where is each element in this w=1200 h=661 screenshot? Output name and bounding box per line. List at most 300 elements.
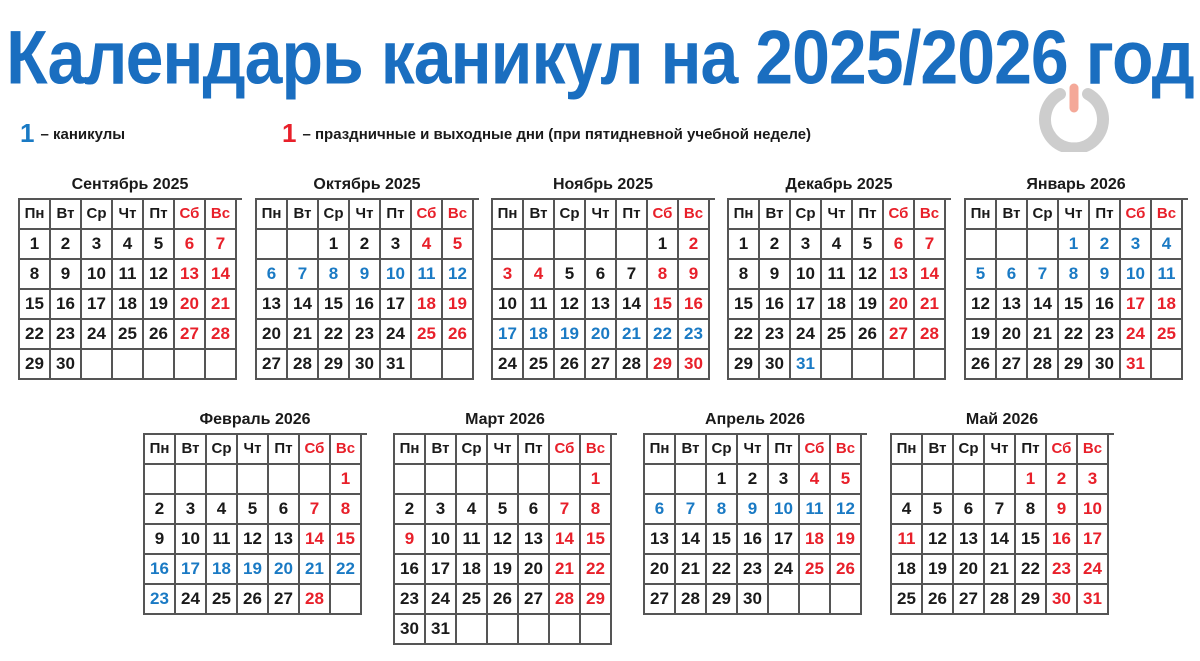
day-cell: 30 (1047, 585, 1078, 615)
power-icon[interactable] (1038, 80, 1110, 152)
day-cell: 30 (760, 350, 791, 380)
empty-cell (113, 350, 144, 380)
day-cell: 4 (892, 495, 923, 525)
empty-cell (1028, 230, 1059, 260)
day-cell: 21 (288, 320, 319, 350)
day-cell: 6 (175, 230, 206, 260)
weekday-header: Пн (729, 200, 760, 230)
day-cell: 8 (20, 260, 51, 290)
legend-holiday (282, 118, 811, 149)
day-cell: 30 (1090, 350, 1121, 380)
day-cell: 19 (555, 320, 586, 350)
day-cell: 15 (707, 525, 738, 555)
weekday-header: Ср (82, 200, 113, 230)
empty-cell (207, 465, 238, 495)
empty-cell (915, 350, 946, 380)
day-cell: 22 (1016, 555, 1047, 585)
weekday-header: Вс (679, 200, 710, 230)
day-cell: 28 (617, 350, 648, 380)
day-cell: 11 (524, 290, 555, 320)
weekday-header: Чт (822, 200, 853, 230)
empty-cell (493, 230, 524, 260)
weekday-header: Ср (954, 435, 985, 465)
day-cell: 12 (443, 260, 474, 290)
day-cell: 13 (954, 525, 985, 555)
day-cell: 26 (443, 320, 474, 350)
empty-cell (581, 615, 612, 645)
empty-cell (206, 350, 237, 380)
weekday-header: Вт (176, 435, 207, 465)
month-grid (890, 433, 1114, 615)
weekday-header: Чт (985, 435, 1016, 465)
day-cell: 25 (113, 320, 144, 350)
day-cell: 28 (206, 320, 237, 350)
weekday-header: Пн (645, 435, 676, 465)
empty-cell (331, 585, 362, 615)
day-cell: 30 (395, 615, 426, 645)
day-cell: 4 (412, 230, 443, 260)
day-cell: 10 (1121, 260, 1152, 290)
day-cell: 5 (555, 260, 586, 290)
day-cell: 14 (206, 260, 237, 290)
day-cell: 25 (892, 585, 923, 615)
day-cell: 17 (176, 555, 207, 585)
weekday-header: Пт (769, 435, 800, 465)
day-cell: 29 (20, 350, 51, 380)
day-cell: 30 (738, 585, 769, 615)
day-cell: 12 (488, 525, 519, 555)
weekday-header: Чт (586, 200, 617, 230)
weekday-header: Вт (426, 435, 457, 465)
day-cell: 20 (586, 320, 617, 350)
day-cell: 19 (966, 320, 997, 350)
weekday-header: Пн (145, 435, 176, 465)
day-cell: 17 (1121, 290, 1152, 320)
empty-cell (457, 615, 488, 645)
day-cell: 4 (822, 230, 853, 260)
day-cell: 16 (760, 290, 791, 320)
day-cell: 20 (997, 320, 1028, 350)
day-cell: 26 (853, 320, 884, 350)
day-cell: 16 (395, 555, 426, 585)
weekday-header: Вс (831, 435, 862, 465)
day-cell: 23 (1047, 555, 1078, 585)
day-cell: 8 (331, 495, 362, 525)
day-cell: 16 (350, 290, 381, 320)
day-cell: 18 (1152, 290, 1183, 320)
day-cell: 7 (288, 260, 319, 290)
day-cell: 2 (679, 230, 710, 260)
empty-cell (412, 350, 443, 380)
month-calendar (491, 174, 715, 380)
day-cell: 19 (488, 555, 519, 585)
empty-cell (676, 465, 707, 495)
day-cell: 22 (581, 555, 612, 585)
month-title: Апрель 2026 (705, 411, 805, 428)
legend-vacation (20, 118, 125, 149)
day-cell: 11 (1152, 260, 1183, 290)
day-cell: 2 (51, 230, 82, 260)
day-cell: 9 (51, 260, 82, 290)
empty-cell (884, 350, 915, 380)
day-cell: 3 (176, 495, 207, 525)
day-cell: 7 (915, 230, 946, 260)
day-cell: 9 (738, 495, 769, 525)
day-cell: 26 (144, 320, 175, 350)
day-cell: 11 (412, 260, 443, 290)
month-title: Февраль 2026 (199, 411, 311, 428)
weekday-header: Вт (524, 200, 555, 230)
empty-cell (954, 465, 985, 495)
day-cell: 3 (769, 465, 800, 495)
day-cell: 23 (350, 320, 381, 350)
day-cell: 17 (82, 290, 113, 320)
day-cell: 14 (676, 525, 707, 555)
weekday-header: Ср (707, 435, 738, 465)
day-cell: 22 (319, 320, 350, 350)
day-cell: 4 (113, 230, 144, 260)
empty-cell (238, 465, 269, 495)
day-cell: 16 (51, 290, 82, 320)
day-cell: 13 (257, 290, 288, 320)
day-cell: 2 (1047, 465, 1078, 495)
weekday-header: Сб (800, 435, 831, 465)
day-cell: 23 (760, 320, 791, 350)
empty-cell (645, 465, 676, 495)
day-cell: 12 (853, 260, 884, 290)
day-cell: 31 (381, 350, 412, 380)
day-cell: 15 (729, 290, 760, 320)
day-cell: 24 (769, 555, 800, 585)
day-cell: 26 (488, 585, 519, 615)
day-cell: 3 (426, 495, 457, 525)
day-cell: 24 (493, 350, 524, 380)
day-cell: 18 (457, 555, 488, 585)
day-cell: 17 (426, 555, 457, 585)
weekday-header: Вс (331, 435, 362, 465)
empty-cell (300, 465, 331, 495)
weekday-header: Вт (288, 200, 319, 230)
day-cell: 26 (923, 585, 954, 615)
month-title: Март 2026 (465, 411, 545, 428)
day-cell: 4 (800, 465, 831, 495)
weekday-header: Чт (738, 435, 769, 465)
day-cell: 9 (760, 260, 791, 290)
month-calendar (727, 174, 951, 380)
day-cell: 25 (457, 585, 488, 615)
empty-cell (966, 230, 997, 260)
day-cell: 9 (679, 260, 710, 290)
day-cell: 17 (791, 290, 822, 320)
weekday-header: Чт (488, 435, 519, 465)
day-cell: 16 (738, 525, 769, 555)
day-cell: 23 (679, 320, 710, 350)
day-cell: 12 (238, 525, 269, 555)
day-cell: 16 (679, 290, 710, 320)
day-cell: 13 (175, 260, 206, 290)
weekday-header: Пн (493, 200, 524, 230)
day-cell: 24 (176, 585, 207, 615)
day-cell: 6 (257, 260, 288, 290)
month-calendar (643, 409, 867, 615)
day-cell: 31 (426, 615, 457, 645)
day-cell: 29 (1016, 585, 1047, 615)
day-cell: 27 (257, 350, 288, 380)
day-cell: 9 (1047, 495, 1078, 525)
day-cell: 22 (648, 320, 679, 350)
day-cell: 29 (648, 350, 679, 380)
day-cell: 7 (617, 260, 648, 290)
empty-cell (555, 230, 586, 260)
day-cell: 9 (145, 525, 176, 555)
empty-cell (997, 230, 1028, 260)
day-cell: 19 (923, 555, 954, 585)
day-cell: 17 (493, 320, 524, 350)
day-cell: 5 (853, 230, 884, 260)
day-cell: 11 (800, 495, 831, 525)
day-cell: 31 (1121, 350, 1152, 380)
day-cell: 20 (269, 555, 300, 585)
day-cell: 16 (145, 555, 176, 585)
day-cell: 2 (760, 230, 791, 260)
weekday-header: Пт (381, 200, 412, 230)
day-cell: 14 (985, 525, 1016, 555)
day-cell: 10 (493, 290, 524, 320)
day-cell: 19 (853, 290, 884, 320)
weekday-header: Пт (269, 435, 300, 465)
weekday-header: Сб (1047, 435, 1078, 465)
day-cell: 7 (1028, 260, 1059, 290)
day-cell: 9 (350, 260, 381, 290)
day-cell: 22 (20, 320, 51, 350)
weekday-header: Вт (760, 200, 791, 230)
day-cell: 21 (985, 555, 1016, 585)
day-cell: 12 (966, 290, 997, 320)
day-cell: 14 (1028, 290, 1059, 320)
day-cell: 2 (1090, 230, 1121, 260)
day-cell: 20 (884, 290, 915, 320)
empty-cell (175, 350, 206, 380)
day-cell: 25 (524, 350, 555, 380)
day-cell: 30 (350, 350, 381, 380)
day-cell: 7 (550, 495, 581, 525)
day-cell: 12 (831, 495, 862, 525)
weekday-header: Пн (395, 435, 426, 465)
day-cell: 13 (884, 260, 915, 290)
day-cell: 9 (395, 525, 426, 555)
weekday-header: Ср (457, 435, 488, 465)
weekday-header: Пт (1016, 435, 1047, 465)
day-cell: 24 (426, 585, 457, 615)
weekday-header: Пн (257, 200, 288, 230)
empty-cell (519, 465, 550, 495)
empty-cell (831, 585, 862, 615)
empty-cell (257, 230, 288, 260)
day-cell: 5 (488, 495, 519, 525)
day-cell: 28 (550, 585, 581, 615)
day-cell: 21 (206, 290, 237, 320)
weekday-header: Сб (884, 200, 915, 230)
day-cell: 29 (581, 585, 612, 615)
day-cell: 13 (645, 525, 676, 555)
day-cell: 1 (707, 465, 738, 495)
weekday-header: Вт (923, 435, 954, 465)
day-cell: 6 (884, 230, 915, 260)
day-cell: 30 (51, 350, 82, 380)
month-calendar (964, 174, 1188, 380)
day-cell: 26 (966, 350, 997, 380)
empty-cell (985, 465, 1016, 495)
month-title: Май 2026 (965, 411, 1039, 428)
weekday-header: Вс (915, 200, 946, 230)
day-cell: 1 (1059, 230, 1090, 260)
day-cell: 20 (645, 555, 676, 585)
day-cell: 27 (519, 585, 550, 615)
day-cell: 10 (381, 260, 412, 290)
day-cell: 8 (707, 495, 738, 525)
day-cell: 6 (997, 260, 1028, 290)
day-cell: 15 (648, 290, 679, 320)
day-cell: 3 (82, 230, 113, 260)
weekday-header: Пт (617, 200, 648, 230)
day-cell: 8 (1016, 495, 1047, 525)
day-cell: 25 (207, 585, 238, 615)
weekday-header: Ср (319, 200, 350, 230)
day-cell: 2 (738, 465, 769, 495)
day-cell: 21 (915, 290, 946, 320)
empty-cell (488, 465, 519, 495)
day-cell: 18 (412, 290, 443, 320)
day-cell: 21 (617, 320, 648, 350)
weekday-header: Пт (1090, 200, 1121, 230)
day-cell: 30 (679, 350, 710, 380)
day-cell: 10 (769, 495, 800, 525)
day-cell: 24 (791, 320, 822, 350)
day-cell: 12 (555, 290, 586, 320)
day-cell: 29 (319, 350, 350, 380)
day-cell: 1 (331, 465, 362, 495)
day-cell: 10 (426, 525, 457, 555)
day-cell: 31 (1078, 585, 1109, 615)
day-cell: 13 (519, 525, 550, 555)
day-cell: 26 (238, 585, 269, 615)
day-cell: 1 (581, 465, 612, 495)
day-cell: 1 (319, 230, 350, 260)
day-cell: 8 (319, 260, 350, 290)
day-cell: 13 (269, 525, 300, 555)
day-cell: 26 (555, 350, 586, 380)
day-cell: 23 (145, 585, 176, 615)
day-cell: 25 (412, 320, 443, 350)
month-calendar (143, 409, 367, 615)
empty-cell (488, 615, 519, 645)
day-cell: 7 (206, 230, 237, 260)
day-cell: 23 (738, 555, 769, 585)
empty-cell (426, 465, 457, 495)
day-cell: 1 (729, 230, 760, 260)
day-cell: 29 (707, 585, 738, 615)
weekday-header: Пт (853, 200, 884, 230)
day-cell: 5 (443, 230, 474, 260)
month-grid (727, 198, 951, 380)
day-cell: 28 (1028, 350, 1059, 380)
day-cell: 8 (648, 260, 679, 290)
day-cell: 1 (1016, 465, 1047, 495)
month-grid (964, 198, 1188, 380)
weekday-header: Сб (412, 200, 443, 230)
day-cell: 3 (381, 230, 412, 260)
weekday-header: Чт (113, 200, 144, 230)
empty-cell (800, 585, 831, 615)
day-cell: 20 (175, 290, 206, 320)
empty-cell (822, 350, 853, 380)
day-cell: 1 (20, 230, 51, 260)
day-cell: 12 (923, 525, 954, 555)
weekday-header: Сб (648, 200, 679, 230)
weekday-header: Чт (350, 200, 381, 230)
month-grid (393, 433, 617, 645)
month-grid (643, 433, 867, 615)
month-calendar (890, 409, 1114, 615)
day-cell: 18 (822, 290, 853, 320)
day-cell: 22 (331, 555, 362, 585)
day-cell: 6 (586, 260, 617, 290)
day-cell: 5 (238, 495, 269, 525)
day-cell: 11 (892, 525, 923, 555)
day-cell: 31 (791, 350, 822, 380)
day-cell: 27 (175, 320, 206, 350)
day-cell: 13 (586, 290, 617, 320)
month-title: Сентябрь 2025 (71, 176, 189, 193)
day-cell: 14 (915, 260, 946, 290)
day-cell: 17 (1078, 525, 1109, 555)
weekday-header: Сб (300, 435, 331, 465)
legend-vacation-number: 1 (20, 118, 35, 148)
weekday-header: Ср (1028, 200, 1059, 230)
day-cell: 23 (1090, 320, 1121, 350)
day-cell: 1 (648, 230, 679, 260)
month-grid (255, 198, 479, 380)
weekday-header: Сб (550, 435, 581, 465)
day-cell: 2 (395, 495, 426, 525)
empty-cell (82, 350, 113, 380)
day-cell: 11 (822, 260, 853, 290)
month-grid (143, 433, 367, 615)
day-cell: 27 (645, 585, 676, 615)
day-cell: 27 (997, 350, 1028, 380)
empty-cell (1152, 350, 1183, 380)
day-cell: 3 (791, 230, 822, 260)
weekday-header: Ср (555, 200, 586, 230)
month-grid (18, 198, 242, 380)
weekday-header: Ср (791, 200, 822, 230)
day-cell: 22 (729, 320, 760, 350)
month-title: Декабрь 2025 (785, 176, 893, 193)
month-title: Январь 2026 (1026, 176, 1126, 193)
month-title: Ноябрь 2025 (553, 176, 653, 193)
day-cell: 11 (207, 525, 238, 555)
day-cell: 15 (319, 290, 350, 320)
day-cell: 14 (617, 290, 648, 320)
day-cell: 8 (729, 260, 760, 290)
day-cell: 5 (831, 465, 862, 495)
day-cell: 8 (1059, 260, 1090, 290)
day-cell: 14 (288, 290, 319, 320)
empty-cell (617, 230, 648, 260)
day-cell: 24 (1078, 555, 1109, 585)
month-calendar (255, 174, 479, 380)
day-cell: 19 (831, 525, 862, 555)
